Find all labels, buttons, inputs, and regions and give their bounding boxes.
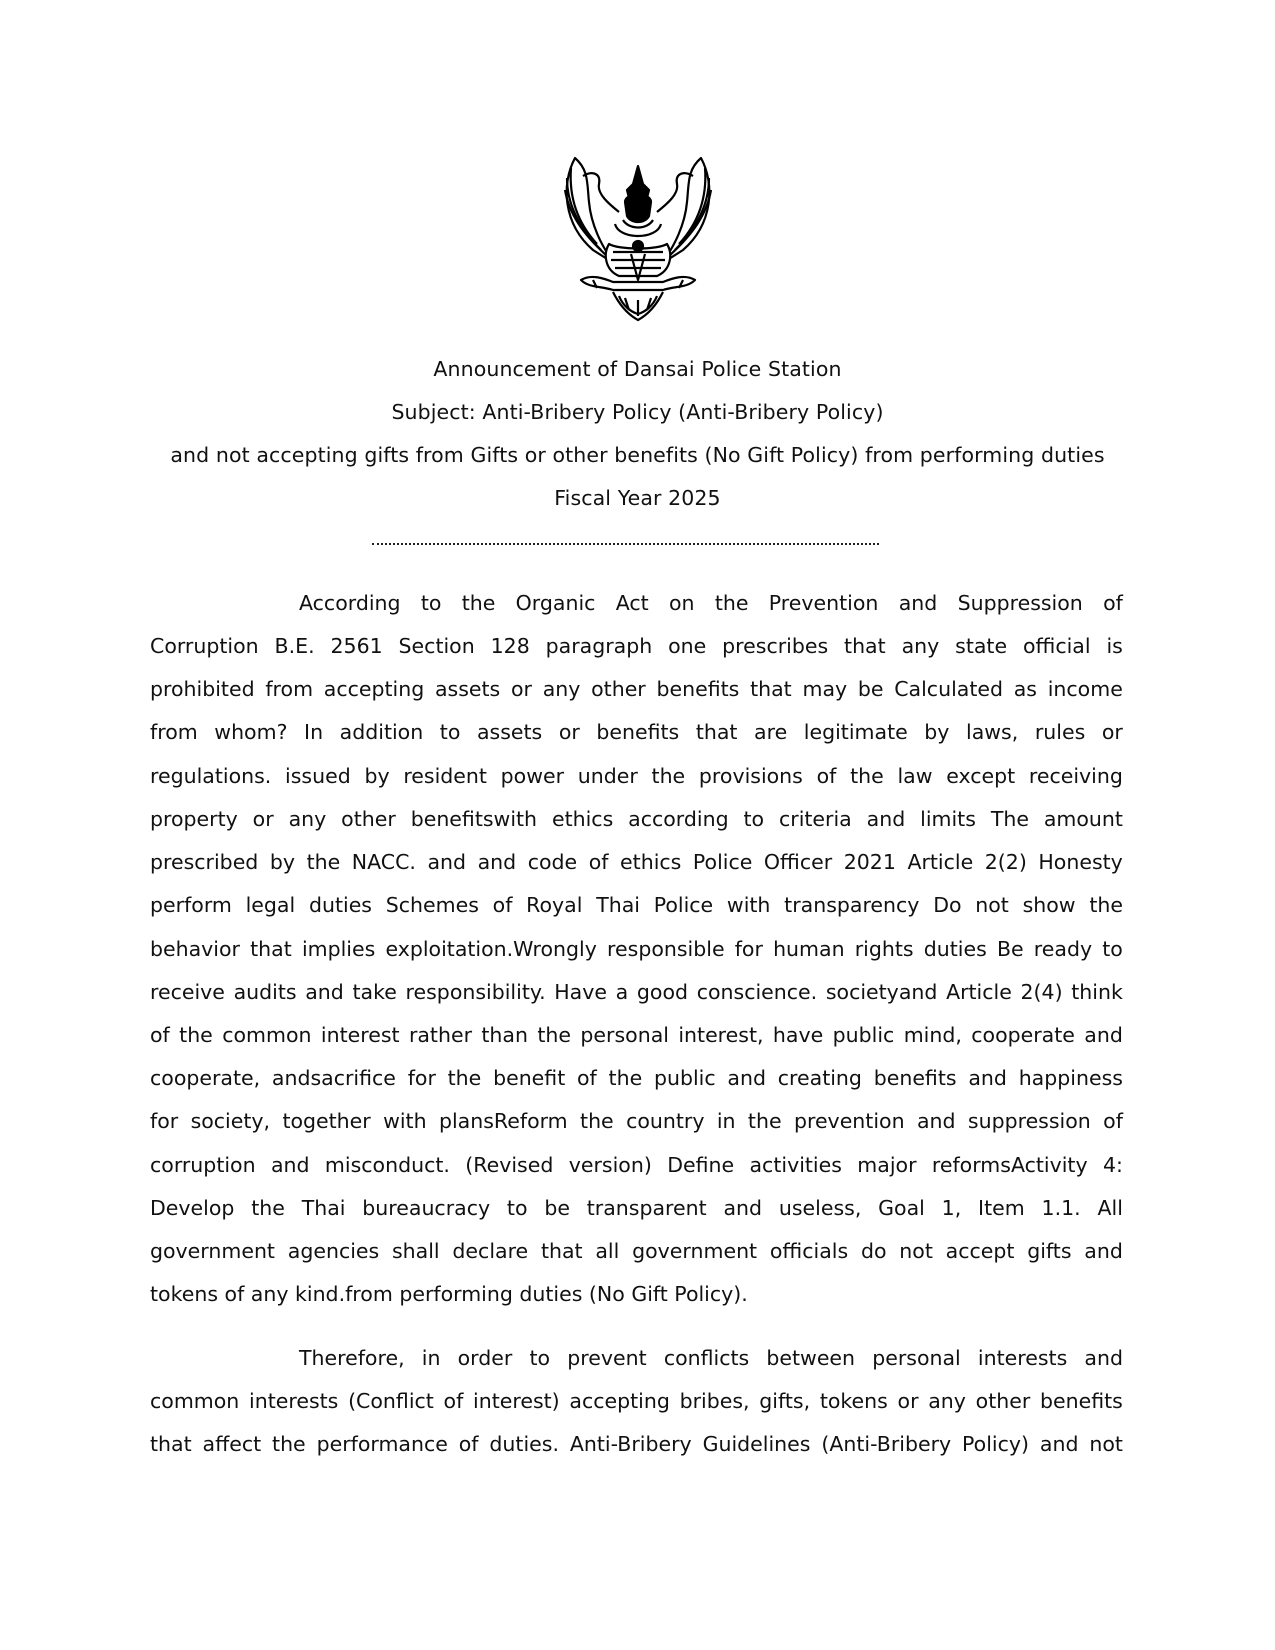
garuda-emblem-icon [553, 154, 723, 326]
paragraph-line [150, 806, 1123, 832]
justified-text: prescribed by the NACC. and and code of ethics Police Officer 2021 Article 2(2) Honesty [150, 850, 1123, 874]
justified-text: Therefore, in order to prevent conflicts between personal interests and [299, 1346, 1123, 1370]
paragraph-line [150, 1152, 1123, 1178]
justified-text: receive audits and take responsibility. Have a good conscience. societyand Article 2(4) think [150, 980, 1123, 1004]
justified-text: Corruption B.E. 2561 Section 128 paragraph one prescribes that any state official is [150, 634, 1123, 658]
justified-text: common interests (Conflict of interest) accepting bribes, gifts, tokens or any other benefits [150, 1389, 1123, 1413]
paragraph-line [150, 892, 1123, 918]
justified-text: of the common interest rather than the personal interest, have public mind, cooperate and [150, 1023, 1123, 1047]
justified-text: corruption and misconduct. (Revised version) Define activities major reformsActivity 4: [150, 1153, 1123, 1177]
paragraph-line [150, 633, 1123, 659]
justified-text: cooperate, andsacrifice for the benefit of the public and creating benefits and happiness [150, 1066, 1123, 1090]
announcement-title: Announcement of Dansai Police Station [433, 357, 842, 381]
paragraph-line [150, 1065, 1123, 1091]
paragraph-line [150, 1108, 1123, 1134]
dotted-separator [372, 543, 879, 545]
paragraph-line [150, 849, 1123, 875]
justified-text: property or any other benefitswith ethics according to criteria and limits The amount [150, 807, 1123, 831]
paragraph-line [150, 1238, 1123, 1264]
subject-continuation: and not accepting gifts from Gifts or other benefits (No Gift Policy) from performing duties [170, 443, 1105, 467]
justified-text: for society, together with plansReform the country in the prevention and suppression of [150, 1109, 1123, 1133]
paragraph-line [150, 676, 1123, 702]
justified-text: behavior that implies exploitation.Wrongly responsible for human rights duties Be ready to [150, 937, 1123, 961]
paragraph-last-line: tokens of any kind.from performing duties (No Gift Policy). [150, 1282, 748, 1306]
paragraph-line [150, 979, 1123, 1005]
justified-text: prohibited from accepting assets or any other benefits that may be Calculated as income [150, 677, 1123, 701]
justified-text: According to the Organic Act on the Prevention and Suppression of [299, 591, 1123, 615]
paragraph-line [150, 1431, 1123, 1457]
justified-text: government agencies shall declare that all government officials do not accept gifts and [150, 1239, 1123, 1263]
justified-text: from whom? In addition to assets or benefits that are legitimate by laws, rules or [150, 720, 1123, 744]
paragraph-line [150, 763, 1123, 789]
justified-text: Develop the Thai bureaucracy to be transparent and useless, Goal 1, Item 1.1. All [150, 1196, 1123, 1220]
subject-line: Subject: Anti-Bribery Policy (Anti-Bribery Policy) [391, 400, 884, 424]
paragraph-line [299, 1345, 1123, 1371]
paragraph-line [150, 1195, 1123, 1221]
paragraph-line [150, 1388, 1123, 1414]
paragraph-line [150, 719, 1123, 745]
justified-text: regulations. issued by resident power under the provisions of the law except receiving [150, 764, 1123, 788]
fiscal-year-line: Fiscal Year 2025 [554, 486, 721, 510]
paragraph-line [150, 1022, 1123, 1048]
justified-text: perform legal duties Schemes of Royal Thai Police with transparency Do not show the [150, 893, 1123, 917]
justified-text: that affect the performance of duties. Anti-Bribery Guidelines (Anti-Bribery Policy) and not [150, 1432, 1123, 1456]
paragraph-line [150, 936, 1123, 962]
paragraph-line [299, 590, 1123, 616]
